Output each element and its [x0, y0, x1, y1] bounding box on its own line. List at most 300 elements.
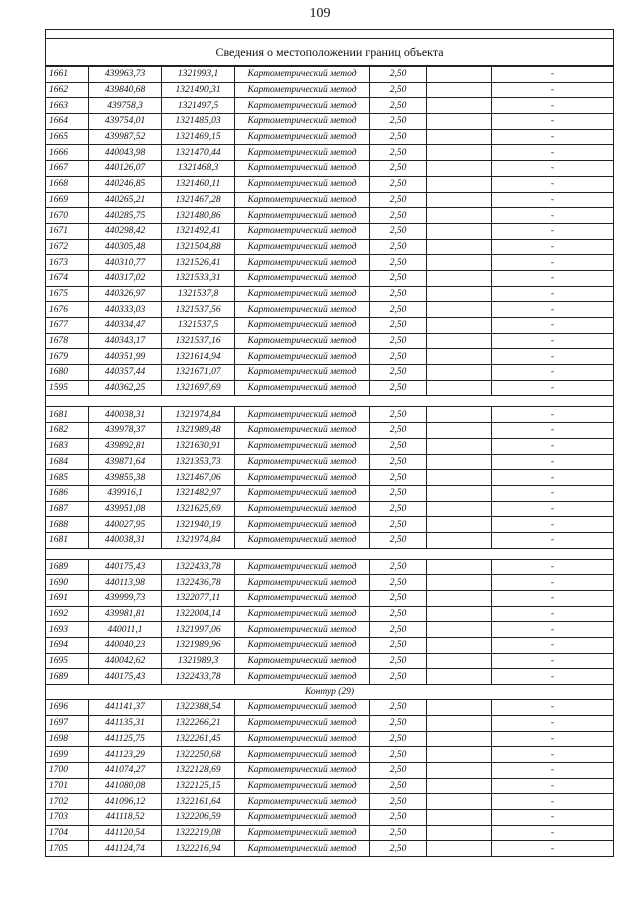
y-coordinate-cell: 1321353,73: [162, 454, 235, 470]
note-cell: -: [492, 485, 614, 501]
note-cell: -: [492, 606, 614, 622]
y-coordinate-cell: 1321614,94: [162, 349, 235, 365]
method-cell: Картометрический метод: [235, 470, 370, 486]
table-row: [46, 470, 613, 486]
method-cell: Картометрический метод: [235, 825, 370, 841]
y-coordinate-cell: 1321997,06: [162, 622, 235, 638]
table-row: [46, 653, 613, 669]
method-cell: Картометрический метод: [235, 532, 370, 548]
method-cell: Картометрический метод: [235, 423, 370, 439]
note-cell: -: [492, 747, 614, 763]
method-cell: Картометрический метод: [235, 208, 370, 224]
method-cell: Картометрический метод: [235, 129, 370, 145]
description-cell: [427, 700, 492, 716]
accuracy-cell: 2,50: [370, 161, 427, 177]
x-coordinate-cell: 440333,03: [89, 302, 162, 318]
description-cell: [427, 825, 492, 841]
y-coordinate-cell: 1322433,78: [162, 669, 235, 685]
table-row: [46, 223, 613, 239]
y-coordinate-cell: 1322266,21: [162, 715, 235, 731]
point-number-cell: 1668: [46, 176, 89, 192]
accuracy-cell: 2,50: [370, 192, 427, 208]
accuracy-cell: 2,50: [370, 653, 427, 669]
x-coordinate-cell: 440357,44: [89, 365, 162, 381]
accuracy-cell: 2,50: [370, 778, 427, 794]
accuracy-cell: 2,50: [370, 622, 427, 638]
point-number-cell: 1689: [46, 669, 89, 685]
description-cell: [427, 747, 492, 763]
description-cell: [427, 318, 492, 334]
table-row: [46, 407, 613, 423]
description-cell: [427, 841, 492, 857]
x-coordinate-cell: 440265,21: [89, 192, 162, 208]
description-cell: [427, 223, 492, 239]
table-row: [46, 559, 613, 575]
point-number-cell: 1675: [46, 286, 89, 302]
note-cell: -: [492, 192, 614, 208]
method-cell: Картометрический метод: [235, 715, 370, 731]
accuracy-cell: 2,50: [370, 731, 427, 747]
point-number-cell: 1663: [46, 98, 89, 114]
note-cell: -: [492, 407, 614, 423]
page-number: 109: [309, 6, 331, 21]
accuracy-cell: 2,50: [370, 575, 427, 591]
description-cell: [427, 192, 492, 208]
point-number-cell: 1684: [46, 454, 89, 470]
contour-row: [46, 685, 613, 700]
y-coordinate-cell: 1321974,84: [162, 532, 235, 548]
description-cell: [427, 333, 492, 349]
table-row: [46, 380, 613, 396]
description-cell: [427, 67, 492, 83]
x-coordinate-cell: 441118,52: [89, 809, 162, 825]
coordinates-table: [46, 66, 613, 857]
point-number-cell: 1701: [46, 778, 89, 794]
separator-row-cell: [46, 548, 613, 559]
method-cell: Картометрический метод: [235, 318, 370, 334]
note-cell: -: [492, 380, 614, 396]
x-coordinate-cell: 440175,43: [89, 669, 162, 685]
method-cell: Картометрический метод: [235, 841, 370, 857]
point-number-cell: 1705: [46, 841, 89, 857]
method-cell: Картометрический метод: [235, 114, 370, 130]
point-number-cell: 1703: [46, 809, 89, 825]
y-coordinate-cell: 1321974,84: [162, 407, 235, 423]
method-cell: Картометрический метод: [235, 349, 370, 365]
method-cell: Картометрический метод: [235, 559, 370, 575]
description-cell: [427, 161, 492, 177]
method-cell: Картометрический метод: [235, 438, 370, 454]
accuracy-cell: 2,50: [370, 255, 427, 271]
description-cell: [427, 762, 492, 778]
y-coordinate-cell: 1321697,69: [162, 380, 235, 396]
accuracy-cell: 2,50: [370, 223, 427, 239]
description-cell: [427, 809, 492, 825]
y-coordinate-cell: 1321671,07: [162, 365, 235, 381]
method-cell: Картометрический метод: [235, 731, 370, 747]
table-row: [46, 333, 613, 349]
description-cell: [427, 176, 492, 192]
table-row: [46, 669, 613, 685]
y-coordinate-cell: 1322388,54: [162, 700, 235, 716]
table-row: [46, 208, 613, 224]
header-blank-row: [46, 30, 613, 39]
method-cell: Картометрический метод: [235, 145, 370, 161]
note-cell: -: [492, 255, 614, 271]
note-cell: -: [492, 825, 614, 841]
point-number-cell: 1673: [46, 255, 89, 271]
note-cell: -: [492, 778, 614, 794]
note-cell: -: [492, 501, 614, 517]
table-row: [46, 255, 613, 271]
point-number-cell: 1676: [46, 302, 89, 318]
y-coordinate-cell: 1321482,97: [162, 485, 235, 501]
note-cell: -: [492, 161, 614, 177]
accuracy-cell: 2,50: [370, 208, 427, 224]
method-cell: Картометрический метод: [235, 380, 370, 396]
accuracy-cell: 2,50: [370, 176, 427, 192]
accuracy-cell: 2,50: [370, 501, 427, 517]
table-row: [46, 762, 613, 778]
accuracy-cell: 2,50: [370, 747, 427, 763]
note-cell: -: [492, 365, 614, 381]
note-cell: -: [492, 208, 614, 224]
table-row: [46, 532, 613, 548]
description-cell: [427, 98, 492, 114]
y-coordinate-cell: 1322261,45: [162, 731, 235, 747]
x-coordinate-cell: 440027,95: [89, 517, 162, 533]
x-coordinate-cell: 440362,25: [89, 380, 162, 396]
description-cell: [427, 638, 492, 654]
description-cell: [427, 669, 492, 685]
accuracy-cell: 2,50: [370, 700, 427, 716]
y-coordinate-cell: 1321989,3: [162, 653, 235, 669]
y-coordinate-cell: 1321492,41: [162, 223, 235, 239]
y-coordinate-cell: 1322125,15: [162, 778, 235, 794]
x-coordinate-cell: 440343,17: [89, 333, 162, 349]
point-number-cell: 1696: [46, 700, 89, 716]
method-cell: Картометрический метод: [235, 270, 370, 286]
point-number-cell: 1695: [46, 653, 89, 669]
separator-row: [46, 548, 613, 559]
method-cell: Картометрический метод: [235, 302, 370, 318]
separator-row: [46, 396, 613, 407]
accuracy-cell: 2,50: [370, 318, 427, 334]
y-coordinate-cell: 1321504,88: [162, 239, 235, 255]
note-cell: -: [492, 98, 614, 114]
description-cell: [427, 653, 492, 669]
description-cell: [427, 575, 492, 591]
table-row: [46, 794, 613, 810]
accuracy-cell: 2,50: [370, 638, 427, 654]
y-coordinate-cell: 1321490,31: [162, 82, 235, 98]
note-cell: -: [492, 239, 614, 255]
description-cell: [427, 454, 492, 470]
table-row: [46, 82, 613, 98]
y-coordinate-cell: 1322004,14: [162, 606, 235, 622]
description-cell: [427, 470, 492, 486]
point-number-cell: 1664: [46, 114, 89, 130]
table-row: [46, 161, 613, 177]
x-coordinate-cell: 441125,75: [89, 731, 162, 747]
accuracy-cell: 2,50: [370, 825, 427, 841]
y-coordinate-cell: 1322216,94: [162, 841, 235, 857]
y-coordinate-cell: 1321537,5: [162, 318, 235, 334]
note-cell: -: [492, 532, 614, 548]
x-coordinate-cell: 440246,85: [89, 176, 162, 192]
table-row: [46, 485, 613, 501]
point-number-cell: 1693: [46, 622, 89, 638]
point-number-cell: 1694: [46, 638, 89, 654]
note-cell: -: [492, 762, 614, 778]
table-row: [46, 129, 613, 145]
method-cell: Картометрический метод: [235, 638, 370, 654]
x-coordinate-cell: 441096,12: [89, 794, 162, 810]
y-coordinate-cell: 1322206,59: [162, 809, 235, 825]
note-cell: -: [492, 333, 614, 349]
point-number-cell: 1692: [46, 606, 89, 622]
y-coordinate-cell: 1321993,1: [162, 67, 235, 83]
table-row: [46, 575, 613, 591]
x-coordinate-cell: 440334,47: [89, 318, 162, 334]
table-row: [46, 114, 613, 130]
y-coordinate-cell: 1321537,56: [162, 302, 235, 318]
y-coordinate-cell: 1321467,28: [162, 192, 235, 208]
point-number-cell: 1697: [46, 715, 89, 731]
x-coordinate-cell: 440011,1: [89, 622, 162, 638]
x-coordinate-cell: 441135,31: [89, 715, 162, 731]
note-cell: -: [492, 794, 614, 810]
point-number-cell: 1699: [46, 747, 89, 763]
table-row: [46, 841, 613, 857]
point-number-cell: 1666: [46, 145, 89, 161]
description-cell: [427, 622, 492, 638]
table-row: [46, 700, 613, 716]
table-row: [46, 747, 613, 763]
accuracy-cell: 2,50: [370, 591, 427, 607]
x-coordinate-cell: 439855,38: [89, 470, 162, 486]
y-coordinate-cell: 1322219,08: [162, 825, 235, 841]
point-number-cell: 1688: [46, 517, 89, 533]
y-coordinate-cell: 1322436,78: [162, 575, 235, 591]
accuracy-cell: 2,50: [370, 809, 427, 825]
note-cell: -: [492, 270, 614, 286]
method-cell: Картометрический метод: [235, 223, 370, 239]
method-cell: Картометрический метод: [235, 669, 370, 685]
point-number-cell: 1671: [46, 223, 89, 239]
accuracy-cell: 2,50: [370, 407, 427, 423]
y-coordinate-cell: 1322250,68: [162, 747, 235, 763]
accuracy-cell: 2,50: [370, 762, 427, 778]
table-row: [46, 638, 613, 654]
accuracy-cell: 2,50: [370, 270, 427, 286]
x-coordinate-cell: 440040,23: [89, 638, 162, 654]
accuracy-cell: 2,50: [370, 365, 427, 381]
x-coordinate-cell: 440038,31: [89, 532, 162, 548]
point-number-cell: 1691: [46, 591, 89, 607]
y-coordinate-cell: 1322161,64: [162, 794, 235, 810]
description-cell: [427, 559, 492, 575]
description-cell: [427, 286, 492, 302]
note-cell: -: [492, 67, 614, 83]
point-number-cell: 1680: [46, 365, 89, 381]
method-cell: Картометрический метод: [235, 762, 370, 778]
description-cell: [427, 438, 492, 454]
method-cell: Картометрический метод: [235, 176, 370, 192]
method-cell: Картометрический метод: [235, 794, 370, 810]
method-cell: Картометрический метод: [235, 255, 370, 271]
point-number-cell: 1670: [46, 208, 89, 224]
x-coordinate-cell: 440310,77: [89, 255, 162, 271]
x-coordinate-cell: 439754,01: [89, 114, 162, 130]
point-number-cell: 1662: [46, 82, 89, 98]
x-coordinate-cell: 439978,37: [89, 423, 162, 439]
note-cell: -: [492, 176, 614, 192]
table-row: [46, 318, 613, 334]
y-coordinate-cell: 1322433,78: [162, 559, 235, 575]
x-coordinate-cell: 441123,29: [89, 747, 162, 763]
contour-row-cell: Контур (29): [46, 685, 613, 700]
note-cell: -: [492, 114, 614, 130]
table-row: [46, 98, 613, 114]
note-cell: -: [492, 638, 614, 654]
y-coordinate-cell: 1321537,16: [162, 333, 235, 349]
x-coordinate-cell: 439840,68: [89, 82, 162, 98]
x-coordinate-cell: 439758,3: [89, 98, 162, 114]
method-cell: Картометрический метод: [235, 591, 370, 607]
method-cell: Картометрический метод: [235, 286, 370, 302]
accuracy-cell: 2,50: [370, 333, 427, 349]
x-coordinate-cell: 440038,31: [89, 407, 162, 423]
accuracy-cell: 2,50: [370, 129, 427, 145]
method-cell: Картометрический метод: [235, 747, 370, 763]
x-coordinate-cell: 440042,62: [89, 653, 162, 669]
table-row: [46, 517, 613, 533]
table-row: [46, 270, 613, 286]
y-coordinate-cell: 1321940,19: [162, 517, 235, 533]
y-coordinate-cell: 1321468,3: [162, 161, 235, 177]
description-cell: [427, 715, 492, 731]
boundary-table-sheet: [45, 29, 614, 857]
method-cell: Картометрический метод: [235, 82, 370, 98]
accuracy-cell: 2,50: [370, 485, 427, 501]
y-coordinate-cell: 1322077,11: [162, 591, 235, 607]
point-number-cell: 1698: [46, 731, 89, 747]
accuracy-cell: 2,50: [370, 98, 427, 114]
x-coordinate-cell: 439999,73: [89, 591, 162, 607]
method-cell: Картометрический метод: [235, 622, 370, 638]
note-cell: -: [492, 145, 614, 161]
method-cell: Картометрический метод: [235, 67, 370, 83]
point-number-cell: 1685: [46, 470, 89, 486]
table-row: [46, 192, 613, 208]
point-number-cell: 1679: [46, 349, 89, 365]
accuracy-cell: 2,50: [370, 349, 427, 365]
note-cell: -: [492, 129, 614, 145]
note-cell: -: [492, 302, 614, 318]
method-cell: Картометрический метод: [235, 606, 370, 622]
note-cell: -: [492, 454, 614, 470]
x-coordinate-cell: 441141,37: [89, 700, 162, 716]
method-cell: Картометрический метод: [235, 98, 370, 114]
table-row: [46, 349, 613, 365]
description-cell: [427, 129, 492, 145]
note-cell: -: [492, 559, 614, 575]
table-row: [46, 622, 613, 638]
description-cell: [427, 365, 492, 381]
x-coordinate-cell: 441074,27: [89, 762, 162, 778]
table-row: [46, 715, 613, 731]
method-cell: Картометрический метод: [235, 485, 370, 501]
description-cell: [427, 423, 492, 439]
method-cell: Картометрический метод: [235, 192, 370, 208]
accuracy-cell: 2,50: [370, 794, 427, 810]
note-cell: -: [492, 517, 614, 533]
y-coordinate-cell: 1321485,03: [162, 114, 235, 130]
method-cell: Картометрический метод: [235, 575, 370, 591]
accuracy-cell: 2,50: [370, 67, 427, 83]
y-coordinate-cell: 1321480,86: [162, 208, 235, 224]
y-coordinate-cell: 1321526,41: [162, 255, 235, 271]
table-row: [46, 423, 613, 439]
accuracy-cell: 2,50: [370, 302, 427, 318]
method-cell: Картометрический метод: [235, 700, 370, 716]
y-coordinate-cell: 1321625,69: [162, 501, 235, 517]
method-cell: Картометрический метод: [235, 365, 370, 381]
description-cell: [427, 731, 492, 747]
point-number-cell: 1689: [46, 559, 89, 575]
point-number-cell: 1690: [46, 575, 89, 591]
coordinates-table-body: [46, 67, 613, 857]
point-number-cell: 1669: [46, 192, 89, 208]
note-cell: -: [492, 841, 614, 857]
table-row: [46, 239, 613, 255]
x-coordinate-cell: 439892,81: [89, 438, 162, 454]
description-cell: [427, 485, 492, 501]
y-coordinate-cell: 1321630,91: [162, 438, 235, 454]
point-number-cell: 1672: [46, 239, 89, 255]
description-cell: [427, 145, 492, 161]
y-coordinate-cell: 1321533,31: [162, 270, 235, 286]
description-cell: [427, 517, 492, 533]
description-cell: [427, 255, 492, 271]
table-row: [46, 145, 613, 161]
x-coordinate-cell: 440305,48: [89, 239, 162, 255]
x-coordinate-cell: 441080,08: [89, 778, 162, 794]
accuracy-cell: 2,50: [370, 606, 427, 622]
x-coordinate-cell: 440298,42: [89, 223, 162, 239]
x-coordinate-cell: 439981,81: [89, 606, 162, 622]
table-row: [46, 302, 613, 318]
note-cell: -: [492, 82, 614, 98]
y-coordinate-cell: 1321470,44: [162, 145, 235, 161]
y-coordinate-cell: 1321469,15: [162, 129, 235, 145]
description-cell: [427, 302, 492, 318]
y-coordinate-cell: 1322128,69: [162, 762, 235, 778]
description-cell: [427, 532, 492, 548]
x-coordinate-cell: 439916,1: [89, 485, 162, 501]
table-row: [46, 778, 613, 794]
accuracy-cell: 2,50: [370, 423, 427, 439]
description-cell: [427, 606, 492, 622]
note-cell: -: [492, 223, 614, 239]
point-number-cell: 1682: [46, 423, 89, 439]
x-coordinate-cell: 439963,73: [89, 67, 162, 83]
note-cell: -: [492, 438, 614, 454]
point-number-cell: 1674: [46, 270, 89, 286]
accuracy-cell: 2,50: [370, 715, 427, 731]
table-row: [46, 286, 613, 302]
